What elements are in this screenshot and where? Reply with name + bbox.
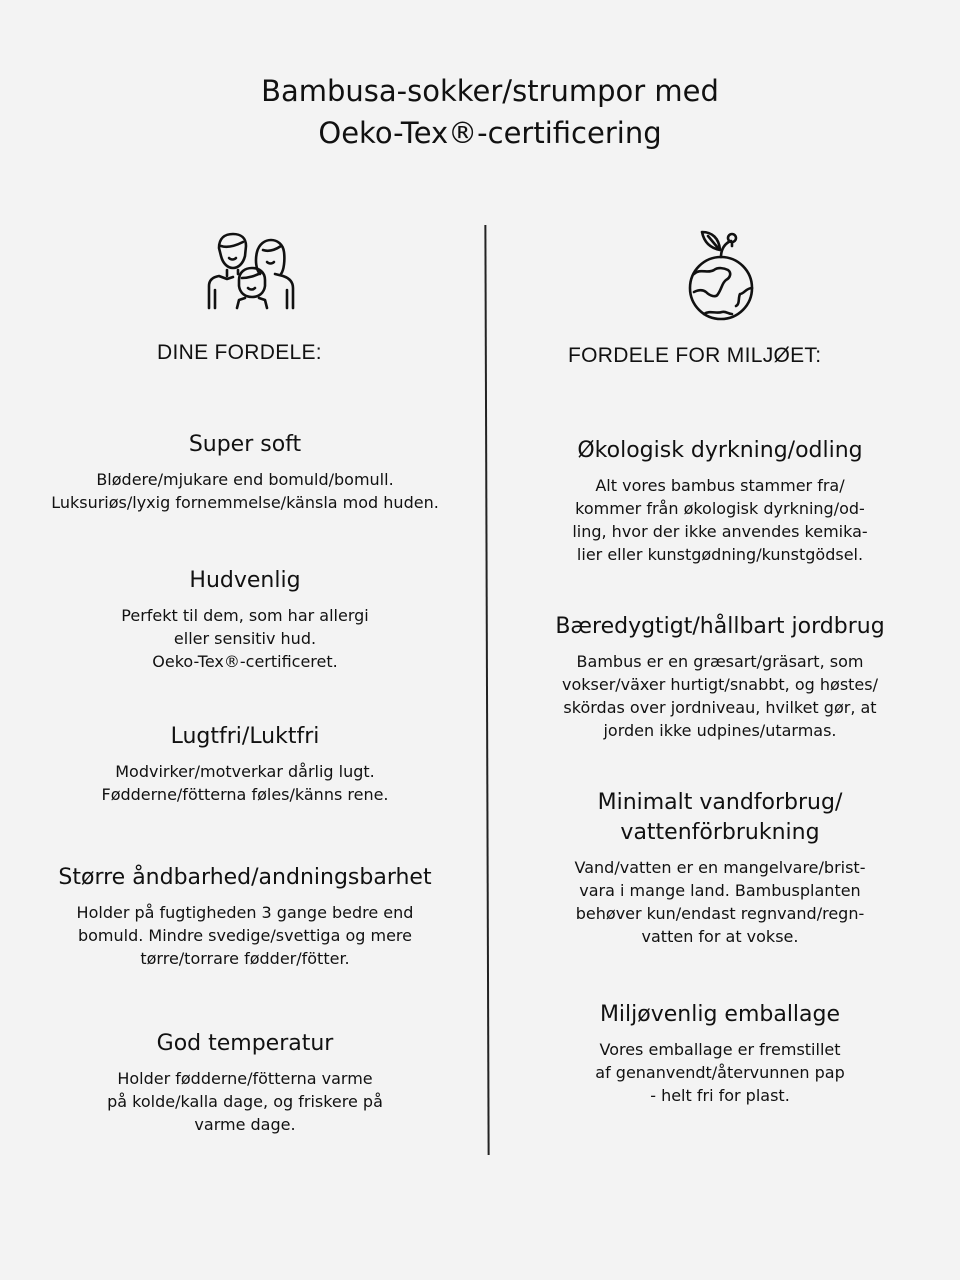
earth-sprout-icon bbox=[682, 222, 760, 324]
env-emballage: Miljøvenlig emballage Vores emballage er fremstillet af genanvendt/återvunnen pap - helt fri for plast. bbox=[595, 1002, 845, 1105]
column-divider bbox=[484, 225, 489, 1155]
right-heading: FORDELE FOR MILJØET: bbox=[568, 344, 822, 367]
family-icon bbox=[205, 228, 301, 312]
benefit-temperatur: God temperatur Holder fødderne/fötterna varme på kolde/kalla dage, og friskere på varme dage. bbox=[107, 1031, 383, 1134]
page-title: Bambusa-sokker/strumpor med Oeko-Tex®-certificering bbox=[261, 74, 719, 150]
benefit-andbarhed: Større åndbarhed/andningsbarhet Holder på fugtigheden 3 gange bedre end bomuld. Mindre svedige/svettiga og mere tørre/torrare fødder/fötter. bbox=[58, 865, 432, 968]
benefit-super-soft: Super soft Blødere/mjukare end bomuld/bomull. Luksuriøs/lyxig fornemmelse/känsla mod huden. bbox=[51, 432, 439, 512]
env-vandforbrug: Minimalt vandforbrug/ vattenförbrukning Vand/vatten er en mangelvare/brist- vara i mange land. Bambusplanten behøver kun/endast regnvand/regn- vatten for at vokse. bbox=[574, 790, 866, 946]
env-okologisk: Økologisk dyrkning/odling Alt vores bambus stammer fra/ kommer från økologisk dyrkning/od- ling, hvor der ikke anvendes kemika- lier eller kunstgødning/kunstgödsel. bbox=[572, 438, 868, 564]
left-heading: DINE FORDELE: bbox=[157, 341, 322, 364]
benefit-lugtfri: Lugtfri/Luktfri Modvirker/motverkar dårlig lugt. Fødderne/fötterna føles/känns rene. bbox=[101, 724, 389, 804]
env-baeredygtigt: Bæredygtigt/hållbart jordbrug Bambus er en græsart/gräsart, som vokser/växer hurtigt/snabbt, og høstes/ skördas over jordniveau, hvilket gør, at jorden ikke udpines/utarmas. bbox=[555, 614, 885, 740]
benefit-hudvenlig: Hudvenlig Perfekt til dem, som har allergi eller sensitiv hud. Oeko-Tex®-certificeret. bbox=[121, 568, 369, 671]
